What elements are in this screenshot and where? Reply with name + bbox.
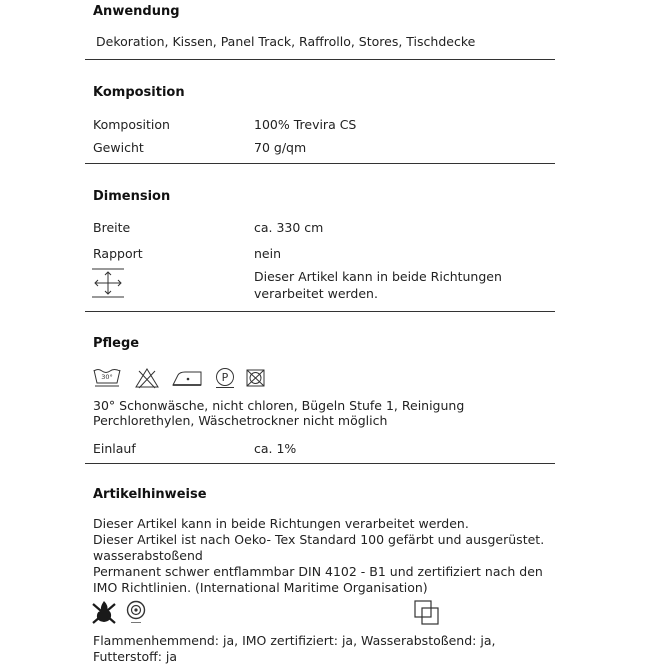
gewicht-label: Gewicht	[93, 140, 144, 155]
svg-text:30°: 30°	[101, 373, 113, 381]
hint-line: Permanent schwer entflammbar DIN 4102 - B1 und zertifiziert nach den	[93, 564, 543, 579]
section-heading-dimension: Dimension	[93, 189, 171, 204]
hint-line: IMO Richtlinien. (International Maritime Organisation)	[93, 580, 428, 595]
lining-icon	[413, 599, 441, 627]
section-heading-anwendung: Anwendung	[93, 4, 180, 19]
einlauf-value: ca. 1%	[254, 441, 297, 456]
section-heading-pflege: Pflege	[93, 336, 140, 351]
divider	[85, 59, 555, 60]
divider	[85, 311, 555, 312]
breite-label: Breite	[93, 220, 131, 235]
section-heading-komposition: Komposition	[93, 85, 185, 100]
no-tumble-dry-icon	[245, 368, 267, 388]
komposition-label: Komposition	[93, 117, 170, 132]
hint-line: Dieser Artikel ist nach Oeko- Tex Standard 100 gefärbt und ausgerüstet.	[93, 532, 545, 547]
care-text-line-2: Perchlorethylen, Wäschetrockner nicht möglich	[93, 413, 388, 428]
anwendung-value: Dekoration, Kissen, Panel Track, Raffrollo, Stores, Tischdecke	[96, 34, 476, 49]
breite-value: ca. 330 cm	[254, 220, 324, 235]
wash-30-gentle-icon	[92, 367, 122, 389]
divider	[85, 463, 555, 464]
dry-clean-p-icon	[213, 367, 237, 389]
hint-line: Dieser Artikel kann in beide Richtungen verarbeitet werden.	[93, 516, 469, 531]
section-heading-artikelhinweise: Artikelhinweise	[93, 487, 207, 502]
no-bleach-icon	[134, 367, 160, 389]
komposition-value: 100% Trevira CS	[254, 117, 357, 132]
direction-text-line-1: Dieser Artikel kann in beide Richtungen	[254, 269, 502, 284]
features-line-2: Futterstoff: ja	[93, 649, 178, 664]
fabric-direction-icon	[91, 266, 125, 300]
imo-certified-icon	[124, 599, 148, 625]
einlauf-label: Einlauf	[93, 441, 136, 456]
rapport-value: nein	[254, 246, 282, 261]
direction-text-line-2: verarbeitet werden.	[254, 286, 378, 301]
care-text-line-1: 30° Schonwäsche, nicht chloren, Bügeln Stufe 1, Reinigung	[93, 398, 465, 413]
svg-text:P: P	[221, 371, 229, 384]
flame-retardant-icon	[90, 599, 118, 625]
gewicht-value: 70 g/qm	[254, 140, 307, 155]
hint-line: wasserabstoßend	[93, 548, 203, 563]
iron-level-1-icon	[171, 368, 205, 388]
rapport-label: Rapport	[93, 246, 143, 261]
divider	[85, 163, 555, 164]
features-line-1: Flammenhemmend: ja, IMO zertifiziert: ja, Wasserabstoßend: ja,	[93, 633, 496, 648]
